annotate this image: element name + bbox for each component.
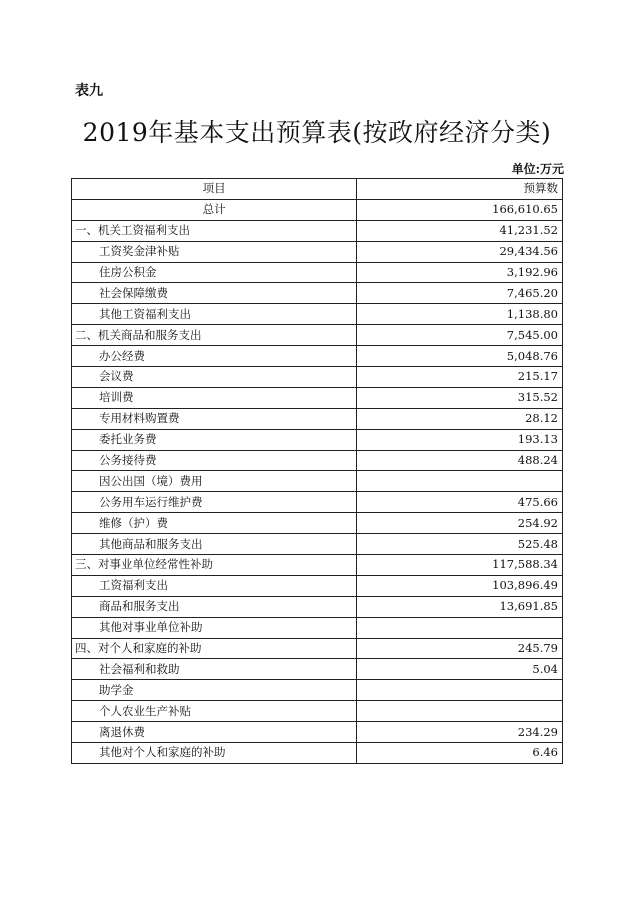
table-row	[72, 492, 563, 513]
row-budget-value: 166,610.65	[357, 199, 563, 220]
table-row	[72, 262, 563, 283]
row-item-name: 离退休费	[72, 722, 357, 743]
row-item-name: 委托业务费	[72, 429, 357, 450]
table-row	[72, 575, 563, 596]
table-row	[72, 659, 563, 680]
table-row	[72, 722, 563, 743]
table-row	[72, 513, 563, 534]
row-item-name: 其他对个人和家庭的补助	[72, 743, 357, 764]
table-row	[72, 304, 563, 325]
table-row	[72, 408, 563, 429]
row-budget-value: 41,231.52	[357, 220, 563, 241]
table-row	[72, 596, 563, 617]
row-item-name: 四、对个人和家庭的补助	[72, 638, 357, 659]
table-row	[72, 325, 563, 346]
row-item-name: 专用材料购置费	[72, 408, 357, 429]
table-row	[72, 534, 563, 555]
table-row	[72, 555, 563, 576]
row-item-name: 一、机关工资福利支出	[72, 220, 357, 241]
table-row	[72, 743, 563, 764]
table-row	[72, 199, 563, 220]
table-row	[72, 638, 563, 659]
row-item-name: 社会福利和救助	[72, 659, 357, 680]
row-budget-value: 254.92	[357, 513, 563, 534]
table-header-row	[72, 179, 563, 200]
row-item-name: 住房公积金	[72, 262, 357, 283]
row-budget-value: 193.13	[357, 429, 563, 450]
row-item-name: 三、对事业单位经常性补助	[72, 555, 357, 576]
row-budget-value	[357, 617, 563, 638]
row-item-name: 培训费	[72, 387, 357, 408]
row-budget-value: 117,588.34	[357, 555, 563, 576]
table-number-label: 表九	[75, 83, 103, 99]
row-budget-value: 103,896.49	[357, 575, 563, 596]
column-header-budget: 预算数	[357, 179, 563, 200]
table-row	[72, 617, 563, 638]
row-budget-value: 7,545.00	[357, 325, 563, 346]
row-item-name: 助学金	[72, 680, 357, 701]
row-budget-value: 13,691.85	[357, 596, 563, 617]
row-item-name: 二、机关商品和服务支出	[72, 325, 357, 346]
row-item-name: 个人农业生产补贴	[72, 701, 357, 722]
row-budget-value: 234.29	[357, 722, 563, 743]
row-item-name: 其他对事业单位补助	[72, 617, 357, 638]
row-budget-value: 5,048.76	[357, 346, 563, 367]
row-item-name: 会议费	[72, 367, 357, 388]
row-item-name: 维修（护）费	[72, 513, 357, 534]
row-budget-value: 28.12	[357, 408, 563, 429]
row-item-name: 其他商品和服务支出	[72, 534, 357, 555]
table-row	[72, 283, 563, 304]
column-header-item: 项目	[72, 179, 357, 200]
row-item-name: 工资奖金津补贴	[72, 241, 357, 262]
row-budget-value: 1,138.80	[357, 304, 563, 325]
table-row	[72, 429, 563, 450]
table-row	[72, 450, 563, 471]
budget-table	[71, 178, 563, 764]
table-body	[72, 199, 563, 763]
table-row	[72, 387, 563, 408]
table-row	[72, 367, 563, 388]
row-budget-value: 7,465.20	[357, 283, 563, 304]
row-budget-value: 6.46	[357, 743, 563, 764]
table-row	[72, 241, 563, 262]
row-budget-value: 488.24	[357, 450, 563, 471]
page-title: 2019年基本支出预算表(按政府经济分类)	[82, 118, 552, 147]
row-item-name: 社会保障缴费	[72, 283, 357, 304]
row-budget-value: 475.66	[357, 492, 563, 513]
row-item-name: 公务接待费	[72, 450, 357, 471]
row-budget-value: 215.17	[357, 367, 563, 388]
table-row	[72, 346, 563, 367]
unit-label: 单位:万元	[511, 162, 564, 176]
row-budget-value: 5.04	[357, 659, 563, 680]
row-budget-value: 315.52	[357, 387, 563, 408]
row-item-name: 总计	[72, 199, 357, 220]
table-row	[72, 701, 563, 722]
row-budget-value: 29,434.56	[357, 241, 563, 262]
row-budget-value: 3,192.96	[357, 262, 563, 283]
row-item-name: 工资福利支出	[72, 575, 357, 596]
row-item-name: 公务用车运行维护费	[72, 492, 357, 513]
table-row	[72, 471, 563, 492]
row-item-name: 办公经费	[72, 346, 357, 367]
row-item-name: 其他工资福利支出	[72, 304, 357, 325]
row-budget-value	[357, 701, 563, 722]
table-row	[72, 680, 563, 701]
row-item-name: 因公出国（境）费用	[72, 471, 357, 492]
table-row	[72, 220, 563, 241]
row-item-name: 商品和服务支出	[72, 596, 357, 617]
row-budget-value: 245.79	[357, 638, 563, 659]
row-budget-value	[357, 680, 563, 701]
row-budget-value	[357, 471, 563, 492]
row-budget-value: 525.48	[357, 534, 563, 555]
